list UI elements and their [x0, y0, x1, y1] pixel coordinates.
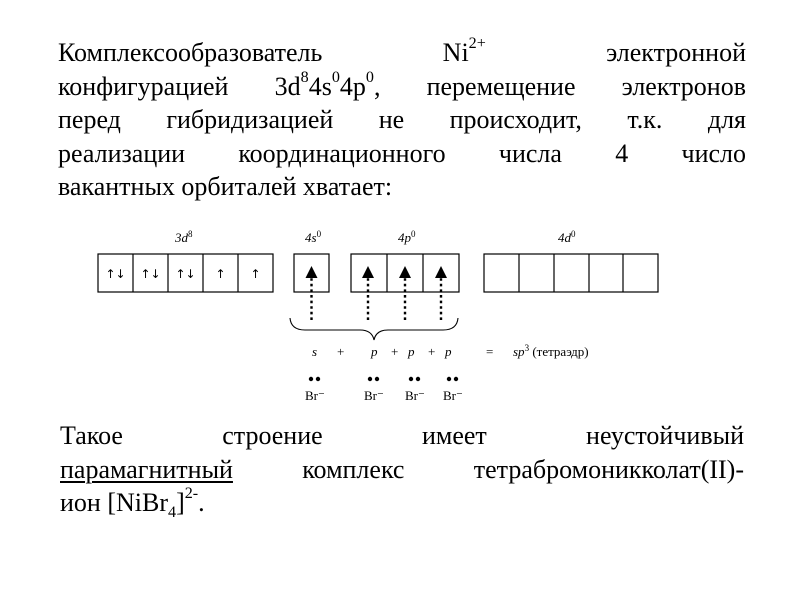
intro-line-4: реализации координационного числа 4 число — [58, 138, 746, 168]
orbital-3d-cell-3: ↑↓ — [175, 267, 196, 281]
orbital-4d-group — [484, 254, 658, 292]
eq-p-1: p — [371, 344, 378, 359]
text-electronic: электронной — [606, 38, 747, 67]
formula-period: . — [198, 488, 205, 517]
orbital-3d-cell-4: ↑ — [215, 267, 226, 281]
eq-p-3: p — [445, 344, 452, 359]
text-complexing-agent: Комплексообразователь — [58, 38, 323, 67]
cfg-4p-sup: 0 — [365, 68, 374, 86]
eq-equals: = — [486, 344, 494, 359]
formula-bracket: ] — [176, 488, 185, 517]
conclusion-line-3 — [60, 486, 744, 520]
eq-s: s — [312, 344, 318, 359]
formula-start: ион [NiBr — [60, 488, 168, 517]
ligand-electron-pairs — [309, 377, 458, 381]
label-4d: $4d^0$ — [558, 229, 576, 245]
cfg-4s: 4s — [308, 71, 332, 101]
cfg-4s-sup: 0 — [331, 68, 340, 86]
eq-plus-2: + — [391, 344, 399, 359]
text-configuration: конфигурацией — [58, 71, 229, 101]
ion-symbol: Ni — [442, 38, 469, 67]
underlined-paramagnetic: парамагнитный — [60, 454, 233, 484]
conclusion-line-2 — [60, 453, 744, 487]
ion-charge: 2+ — [468, 35, 486, 53]
orbital-3d-cell-5: ↑ — [250, 267, 261, 281]
label-4p: $4p^0$ — [398, 229, 416, 245]
orbital-3d-cell-1: ↑↓ — [105, 267, 126, 281]
label-4s: $4s^0$ — [305, 229, 322, 245]
formula-subscript: 4 — [168, 504, 177, 522]
intro-line-5: вакантных орбиталей хватает: — [58, 172, 393, 201]
formula-charge: 2- — [184, 485, 199, 503]
conclusion-paragraph — [60, 419, 744, 520]
ligand-labels — [305, 388, 463, 403]
ligand-br-3: Br⁻ — [405, 388, 425, 403]
label-3d: $3d^8$ — [175, 229, 193, 245]
ligand-br-1: Br⁻ — [305, 388, 325, 403]
hybridization-equation — [312, 343, 589, 359]
eq-sp3: $sp^3$ (тетраэдр) — [513, 343, 589, 359]
text-complex-name: комплекс тетрабромоникколат(II)- — [232, 454, 744, 484]
donor-arrows — [312, 272, 442, 320]
eq-p-2: p — [408, 344, 415, 359]
eq-plus-1: + — [337, 344, 345, 359]
hybridization-brace — [290, 318, 458, 340]
cfg-3d: 3d — [274, 71, 301, 101]
cfg-3d-sup: 8 — [300, 68, 309, 86]
orbital-3d-cell-2: ↑↓ — [140, 267, 161, 281]
conclusion-line-1: Такое строение имеет неустойчивый — [60, 421, 744, 450]
ligand-br-4: Br⁻ — [443, 388, 463, 403]
intro-line-3: перед гибридизацией не происходит, т.к. для — [58, 105, 746, 134]
cfg-4p: 4p — [339, 71, 366, 101]
eq-plus-3: + — [428, 344, 436, 359]
ligand-br-2: Br⁻ — [364, 388, 384, 403]
text-electron-move: , перемещение электронов — [373, 71, 746, 101]
